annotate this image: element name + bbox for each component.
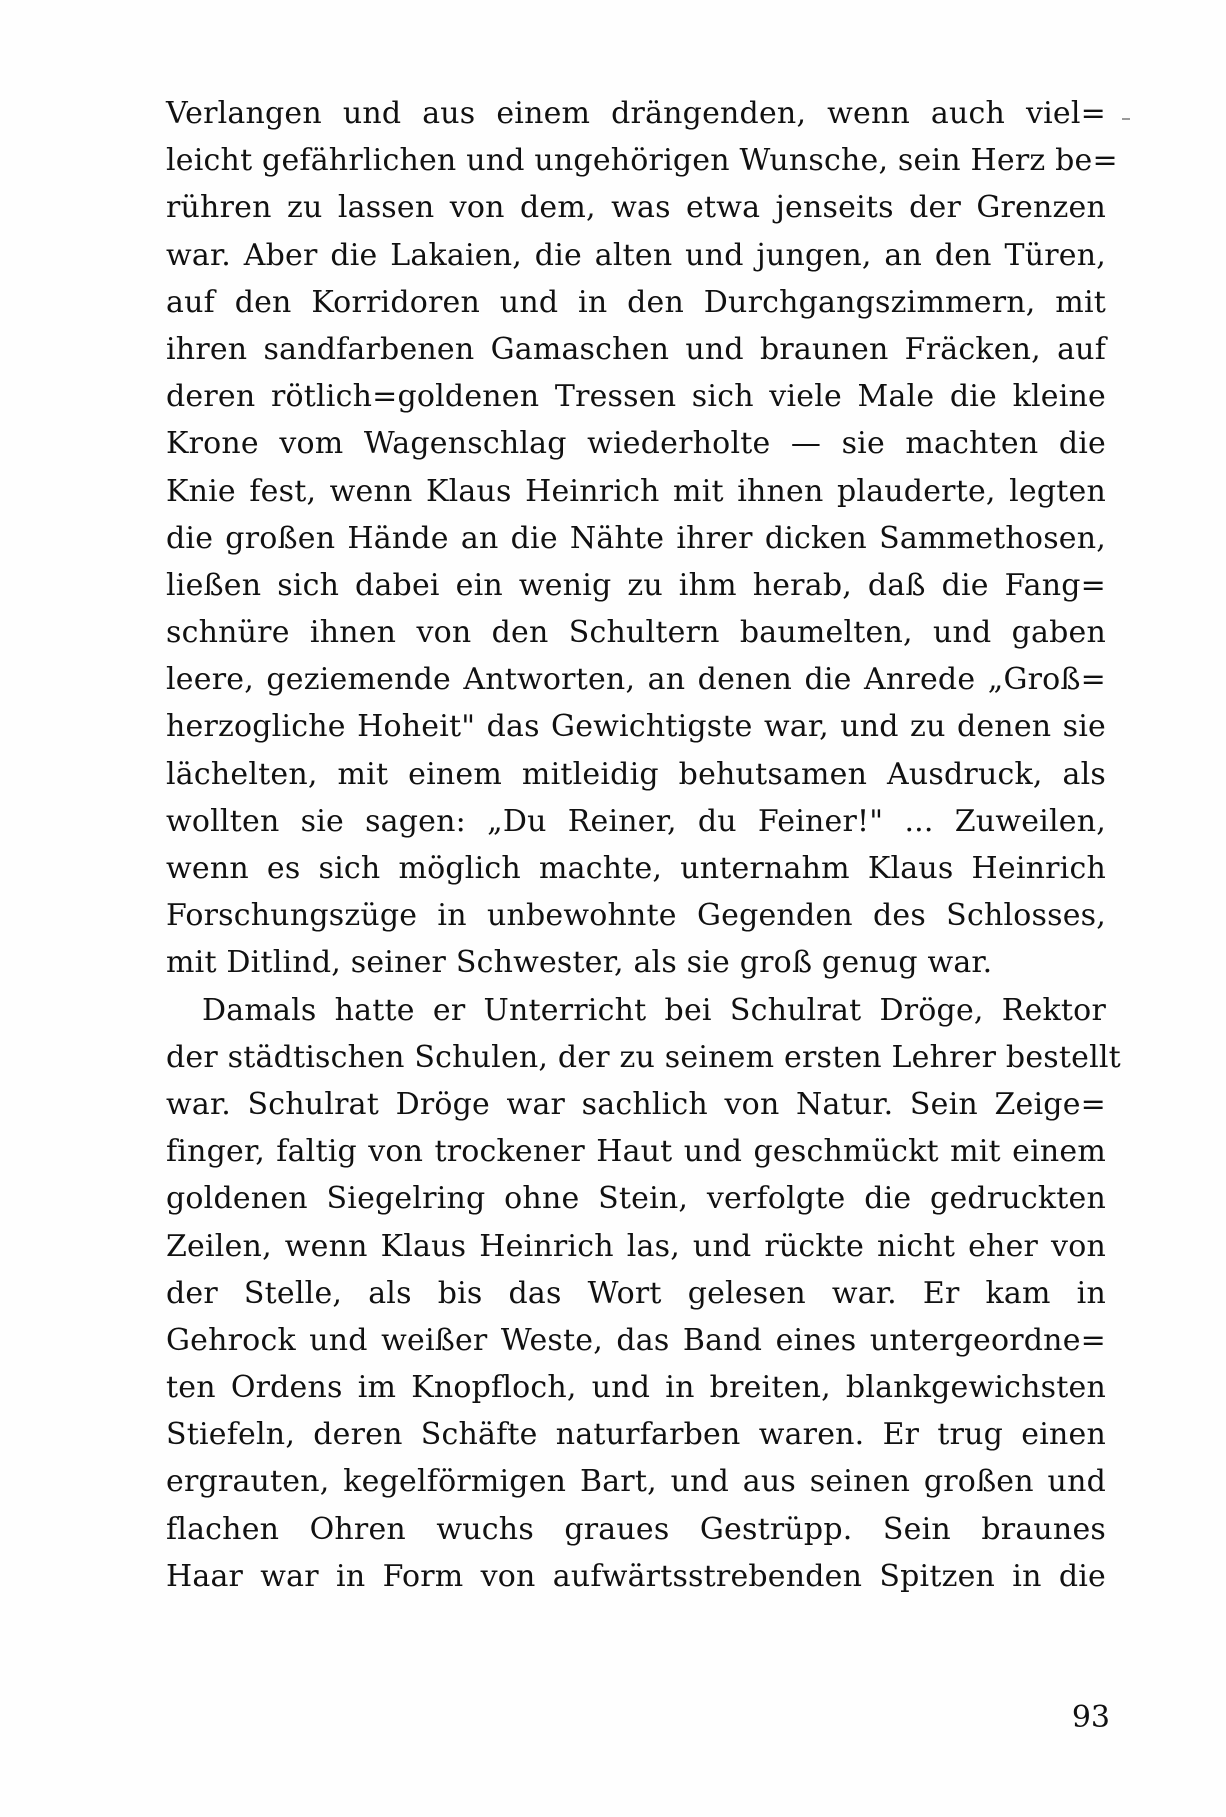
text-line-24: goldenen Siegelring ohne Stein, verfolgte die gedruckten [166, 1181, 1106, 1217]
text-line-16: wollten sie sagen: „Du Reiner, du Feiner!" ... Zuweilen, [166, 803, 1106, 839]
text-line-8: Krone vom Wagenschlag wiederholte — sie machten die [166, 426, 1106, 462]
text-line-21: der städtischen Schulen, der zu seinem ersten Lehrer bestellt [166, 1039, 1121, 1075]
text-line-28: ten Ordens im Knopfloch, und in breiten, blankgewichsten [166, 1370, 1106, 1406]
text-line-9: Knie fest, wenn Klaus Heinrich mit ihnen plauderte, legten [166, 473, 1106, 509]
text-line-13: leere, geziemende Antworten, an denen die Anrede „Groß= [166, 662, 1106, 698]
text-line-31: flachen Ohren wuchs graues Gestrüpp. Sein braunes [166, 1511, 1106, 1547]
text-line-29: Stiefeln, deren Schäfte naturfarben waren. Er trug einen [166, 1417, 1106, 1453]
text-line-14: herzogliche Hoheit" das Gewichtigste war, und zu denen sie [166, 709, 1106, 745]
text-line-5: auf den Korridoren und in den Durchgangszimmern, mit [166, 284, 1106, 320]
text-line-27: Gehrock und weißer Weste, das Band eines untergeordne= [166, 1322, 1106, 1358]
page-number: 93 [1071, 1700, 1110, 1735]
text-line-3: rühren zu lassen von dem, was etwa jenseits der Grenzen [166, 190, 1106, 226]
text-line-6: ihren sandfarbenen Gamaschen und braunen Fräcken, auf [166, 331, 1106, 367]
text-line-15: lächelten, mit einem mitleidig behutsamen Ausdruck, als [166, 756, 1106, 792]
text-line-20: Damals hatte er Unterricht bei Schulrat Dröge, Rektor [202, 992, 1106, 1028]
text-line-32: Haar war in Form von aufwärtsstrebenden Spitzen in die [166, 1558, 1106, 1594]
body-text [166, 90, 1121, 1600]
text-line-22: war. Schulrat Dröge war sachlich von Natur. Sein Zeige= [166, 1086, 1106, 1122]
text-line-17: wenn es sich möglich machte, unternahm Klaus Heinrich [166, 851, 1106, 886]
text-line-10: die großen Hände an die Nähte ihrer dicken Sammethosen, [166, 520, 1106, 556]
text-line-30: ergrauten, kegelförmigen Bart, und aus seinen großen und [166, 1464, 1106, 1500]
text-line-26: der Stelle, als bis das Wort gelesen war. Er kam in [166, 1275, 1106, 1311]
margin-mark [1122, 118, 1130, 120]
text-line-2: leicht gefährlichen und ungehörigen Wunsche, sein Herz be= [166, 143, 1118, 179]
text-line-7: deren rötlich=goldenen Tressen sich viele Male die kleine [166, 379, 1106, 415]
text-line-4: war. Aber die Lakaien, die alten und jungen, an den Türen, [166, 237, 1106, 273]
text-line-1: Verlangen und aus einem drängenden, wenn auch viel= [166, 96, 1106, 131]
text-line-25: Zeilen, wenn Klaus Heinrich las, und rückte nicht eher von [166, 1228, 1106, 1264]
text-line-23: finger, faltig von trockener Haut und geschmückt mit einem [166, 1134, 1106, 1170]
text-line-19: mit Ditlind, seiner Schwester, als sie groß genug war. [166, 945, 993, 981]
text-line-18: Forschungszüge in unbewohnte Gegenden des Schlosses, [166, 898, 1106, 934]
text-line-12: schnüre ihnen von den Schultern baumelten, und gaben [166, 615, 1106, 651]
text-line-11: ließen sich dabei ein wenig zu ihm herab, daß die Fang= [166, 567, 1106, 603]
